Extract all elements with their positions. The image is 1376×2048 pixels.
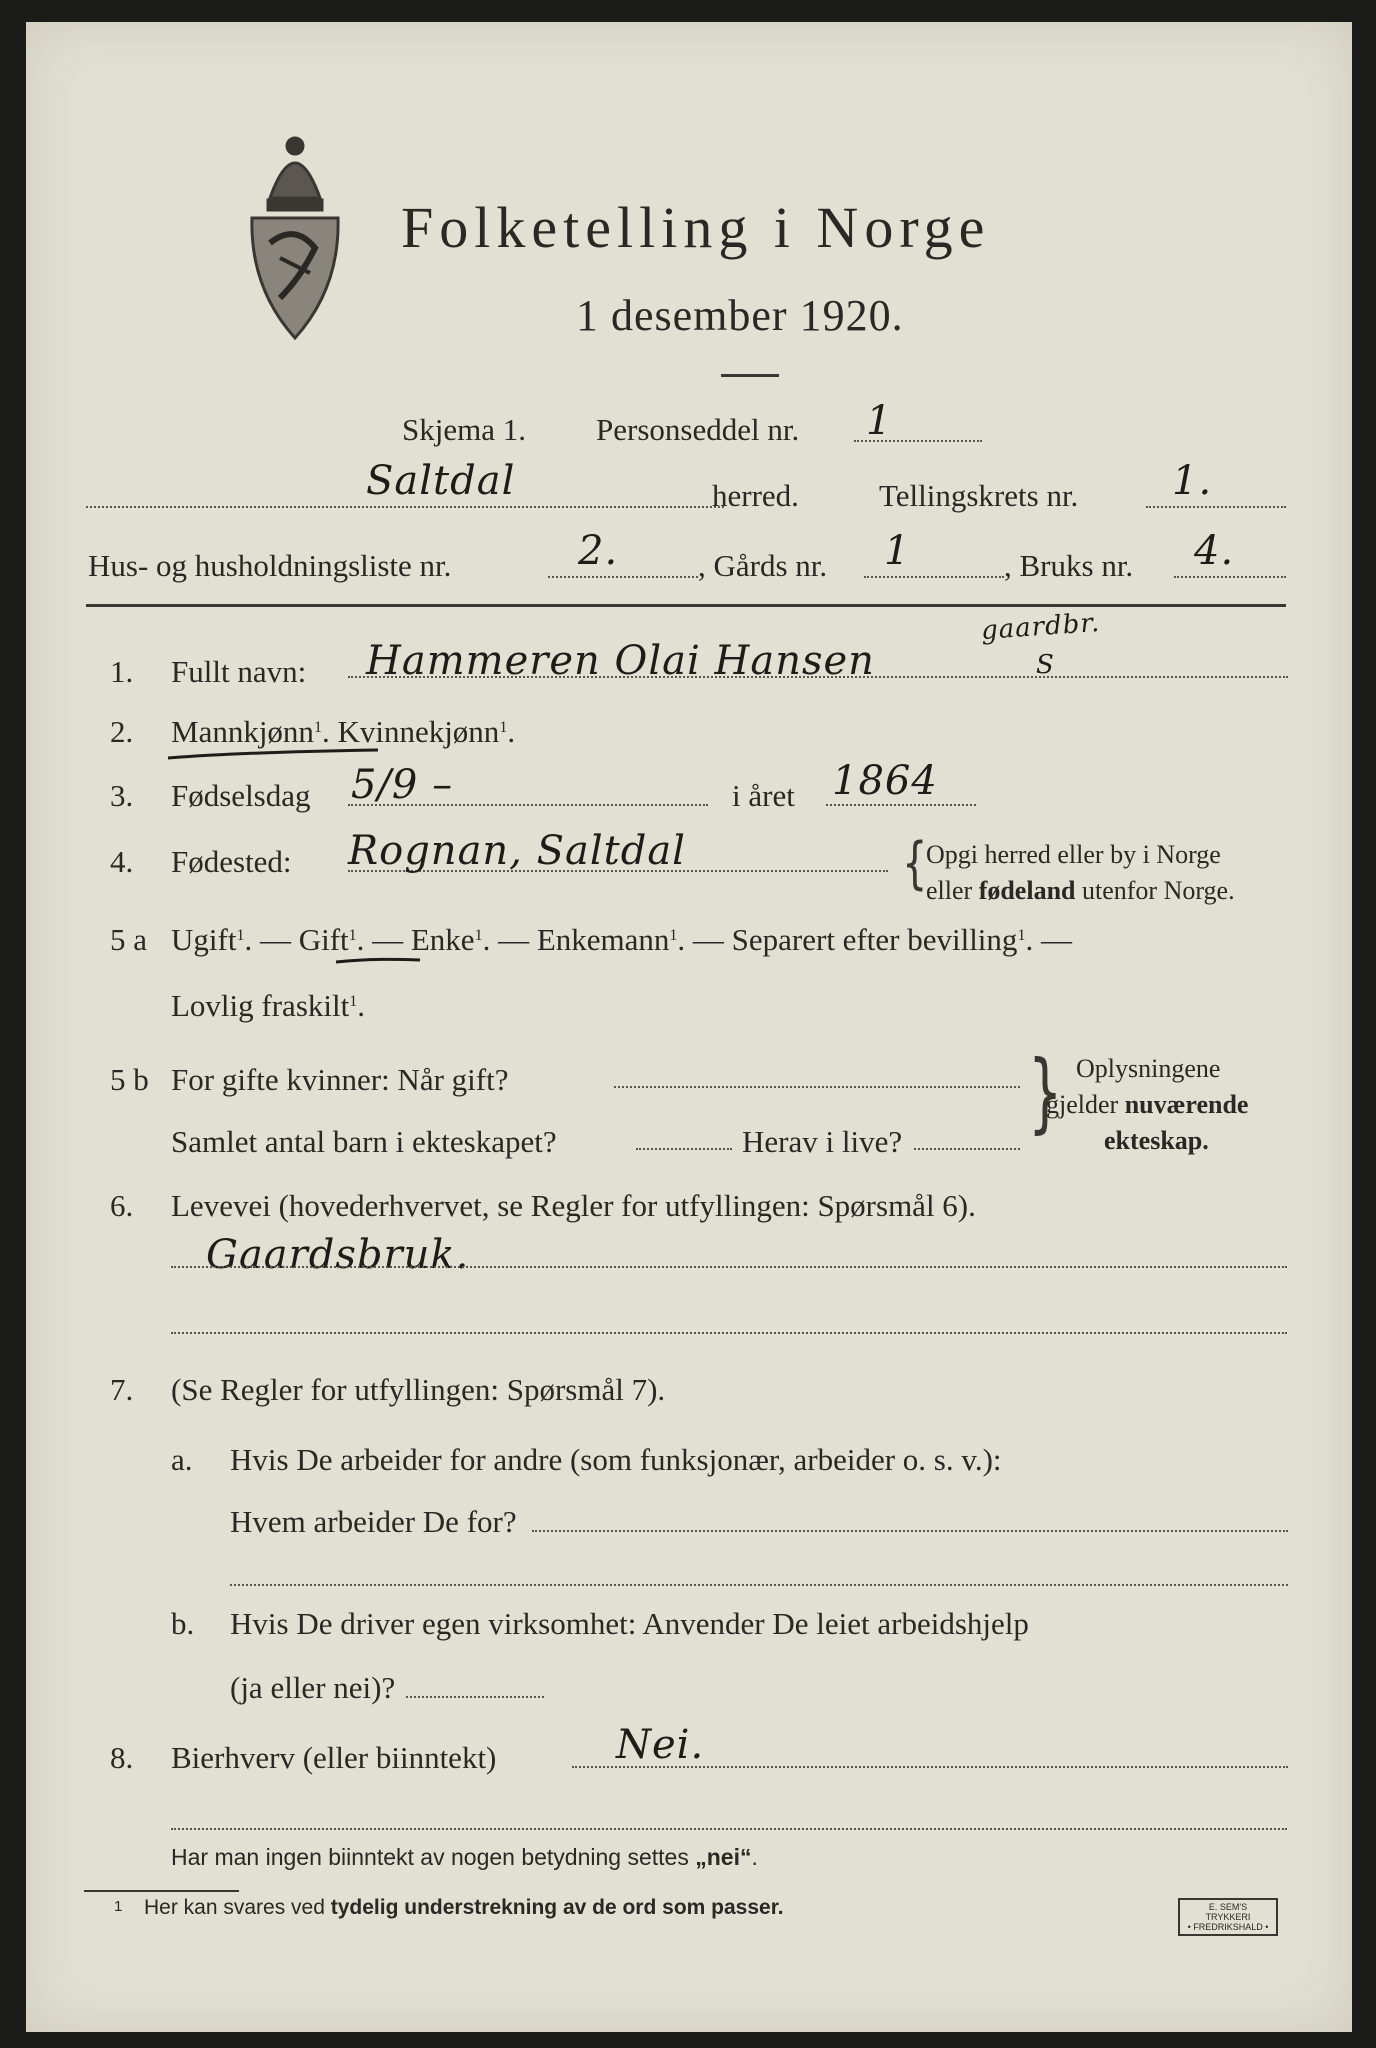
q7a-text: Hvis De arbeider for andre (som funksjonær, arbeider o. s. v.): xyxy=(230,1442,1002,1477)
q5a-fraskilt: Lovlig fraskilt$^1$. xyxy=(171,988,365,1023)
q1-note2: S xyxy=(1036,650,1055,680)
q8-label: Bierhverv (eller biinntekt) xyxy=(171,1740,497,1775)
husliste-label: Hus- og husholdningsliste nr. xyxy=(88,548,452,583)
herred-value[interactable]: Saltdal xyxy=(366,458,516,504)
ugift-option[interactable]: Ugift xyxy=(171,922,237,957)
gift-option[interactable]: Gift xyxy=(298,922,349,957)
male-option[interactable]: Mannkjønn xyxy=(171,714,314,749)
separert-option[interactable]: Separert efter bevilling xyxy=(731,922,1018,957)
q4-number: 4. xyxy=(110,844,134,879)
enke-option[interactable]: Enke xyxy=(410,922,475,957)
gards-value[interactable]: 1 xyxy=(884,528,911,574)
q5b-note-2: gjelder nuværende xyxy=(1046,1090,1249,1119)
q4-note-1: Opgi herred eller by i Norge xyxy=(926,840,1221,869)
q4-label: Fødested: xyxy=(171,844,292,879)
q7b-letter: b. xyxy=(171,1606,195,1641)
footnote-number: 1 xyxy=(114,1898,123,1915)
husliste-line xyxy=(548,576,698,578)
q6-line-2 xyxy=(171,1332,1287,1334)
enkemann-option[interactable]: Enkemann xyxy=(536,922,670,957)
q1-label: Fullt navn: xyxy=(171,654,307,689)
q5b-note-3: ekteskap. xyxy=(1104,1126,1209,1155)
personseddel-value[interactable]: 1 xyxy=(866,398,893,444)
q4-value[interactable]: Rognan, Saltdal xyxy=(348,828,686,874)
bruks-value[interactable]: 4. xyxy=(1194,528,1235,574)
q7a-letter: a. xyxy=(171,1442,193,1477)
q8-number: 8. xyxy=(110,1740,134,1775)
q6-line-1 xyxy=(171,1266,1287,1268)
q5b-alive-label: Herav i live? xyxy=(742,1124,903,1159)
q5b-label: For gifte kvinner: Når gift? xyxy=(171,1062,509,1097)
q5a-options: Ugift$^1$. — Gift$^1$. — Enke$^1$. — Enkemann$^1$. — Separert efter bevilling$^1$. — xyxy=(171,922,1072,957)
schema-label: Skjema 1. xyxy=(402,412,526,447)
tellingskrets-value[interactable]: 1. xyxy=(1172,458,1213,504)
biinntekt-note: Har man ingen biinntekt av nogen betydning settes „nei“. xyxy=(171,1844,758,1870)
gards-label: , Gårds nr. xyxy=(698,548,828,583)
q5b-number: 5 b xyxy=(110,1062,149,1097)
q6-value[interactable]: Gaardsbruk. xyxy=(206,1232,470,1278)
q5b-alive-line xyxy=(914,1148,1020,1150)
q5b-children-label: Samlet antal barn i ekteskapet? xyxy=(171,1124,557,1159)
q3-year-value[interactable]: 1864 xyxy=(832,758,938,804)
q8-value[interactable]: Nei. xyxy=(616,1722,705,1768)
q3-year-label: i året xyxy=(732,778,795,813)
personseddel-label: Personseddel nr. xyxy=(596,412,800,447)
q3-year-line xyxy=(826,804,976,806)
printer-stamp: E. SEM'S TRYKKERI • FREDRIKSHALD • xyxy=(1178,1898,1278,1936)
gards-line xyxy=(864,576,1004,578)
q5b-children-line xyxy=(636,1148,732,1150)
q7b-text: Hvis De driver egen virksomhet: Anvender De leiet arbeidshjelp xyxy=(230,1606,1029,1641)
tellingskrets-label: Tellingskrets nr. xyxy=(879,478,1079,513)
q7-label: (Se Regler for utfyllingen: Spørsmål 7). xyxy=(171,1372,666,1407)
male-underline-mark xyxy=(166,744,386,764)
q1-number: 1. xyxy=(110,654,134,689)
q4-brace: { xyxy=(902,831,928,897)
fraskilt-option[interactable]: Lovlig fraskilt xyxy=(171,988,350,1023)
q4-note-2: eller fødeland utenfor Norge. xyxy=(926,876,1235,905)
form-title: Folketelling i Norge xyxy=(401,195,991,260)
q6-label: Levevei (hovederhvervet, se Regler for utfyllingen: Spørsmål 6). xyxy=(171,1188,976,1223)
census-date: 1 desember 1920. xyxy=(576,291,904,340)
q3-number: 3. xyxy=(110,778,134,813)
female-option[interactable]: Kvinnekjønn xyxy=(337,714,500,749)
title-divider xyxy=(721,374,779,377)
q1-value[interactable]: Hammeren Olai Hansen xyxy=(366,638,875,684)
herred-label: herred. xyxy=(712,478,799,513)
census-form-sheet xyxy=(26,22,1352,2032)
q1-note: gaardbr. xyxy=(980,607,1102,647)
footnote-separator xyxy=(84,1890,239,1892)
q7a-question: Hvem arbeider De for? xyxy=(230,1504,517,1539)
q7-number: 7. xyxy=(110,1372,134,1407)
q2-number: 2. xyxy=(110,714,134,749)
tellingskrets-line xyxy=(1146,506,1286,508)
q5a-number: 5 a xyxy=(110,922,148,957)
q7a-line-2 xyxy=(230,1584,1288,1586)
coat-of-arms-icon xyxy=(240,128,350,348)
q5b-brace: } xyxy=(1028,1041,1063,1143)
q7b-question: (ja eller nei)? xyxy=(230,1670,396,1705)
husliste-value[interactable]: 2. xyxy=(578,528,619,574)
bruks-line xyxy=(1174,576,1286,578)
footnote-text: Her kan svares ved tydelig understrekning av de ord som passer. xyxy=(144,1896,784,1919)
q6-number: 6. xyxy=(110,1188,134,1223)
q2-gender: Mannkjønn$^1$. Kvinnekjønn$^1$. xyxy=(171,714,516,749)
q3-value[interactable]: 5/9 – xyxy=(351,762,454,808)
q7b-line xyxy=(406,1696,544,1698)
q8-line-2 xyxy=(171,1828,1287,1830)
header-separator xyxy=(86,604,1286,607)
q5b-note-1: Oplysningene xyxy=(1076,1054,1221,1083)
q7a-line-1 xyxy=(532,1530,1288,1532)
bruks-label: , Bruks nr. xyxy=(1004,548,1134,583)
q3-label: Fødselsdag xyxy=(171,778,311,813)
q5b-married-line xyxy=(614,1086,1020,1088)
herred-line xyxy=(86,506,724,508)
gift-underline-mark xyxy=(334,954,424,968)
